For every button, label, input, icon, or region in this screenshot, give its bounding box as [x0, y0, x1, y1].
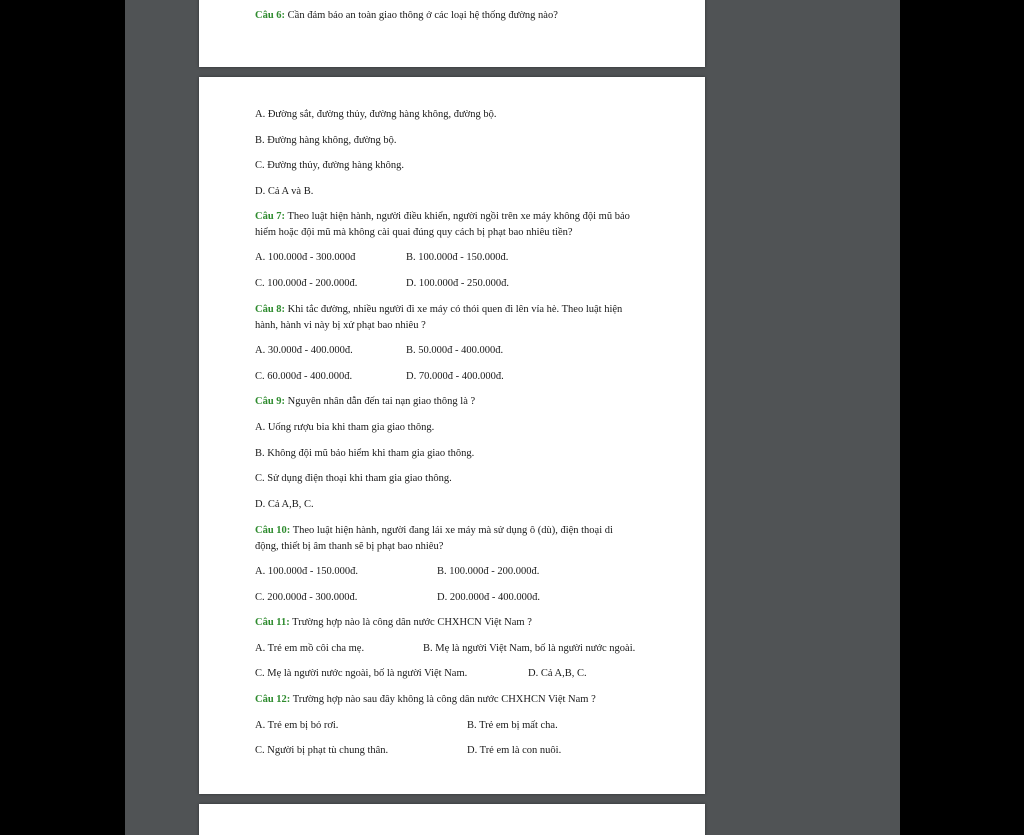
option-line: D. 100.000đ - 250.000đ. [406, 278, 509, 289]
option-line: C. Đường thủy, đường hàng không. [255, 160, 404, 171]
option-line: B. Trẻ em bị mất cha. [467, 720, 558, 731]
question-text: hành, hành vi này bị xử phạt bao nhiêu ? [255, 320, 426, 331]
option-line: A. Trẻ em mồ côi cha mẹ. [255, 643, 365, 654]
question-label: Câu 8: [255, 304, 286, 315]
question-label: Câu 11: [255, 617, 290, 628]
option-line: C. 100.000đ - 200.000đ. [255, 278, 358, 289]
question-text: Theo luật hiện hành, người đang lái xe máy mà sử dụng ô (dù), điện thoại di [290, 525, 613, 536]
option-line: A. 100.000đ - 300.000đ [255, 252, 356, 263]
option-line: D. Trẻ em là con nuôi. [467, 745, 562, 756]
pdf-viewer[interactable] [125, 0, 900, 835]
option-line: A. 30.000đ - 400.000đ. [255, 345, 353, 356]
question-6 [255, 8, 663, 24]
question-11 [255, 615, 532, 631]
question-text: Nguyên nhân dẫn đến tai nạn giao thông là ? [285, 396, 476, 407]
pdf-page-previous [199, 0, 705, 67]
pdf-page-current [199, 77, 705, 794]
option-line: C. 200.000đ - 300.000đ. [255, 592, 358, 603]
question-text: động, thiết bị âm thanh sẽ bị phạt bao nhiêu? [255, 541, 444, 552]
question-label: Câu 12: [255, 694, 291, 705]
option-line: D. 70.000đ - 400.000đ. [406, 371, 504, 382]
question-9 [255, 394, 475, 410]
question-text: Khi tắc đường, nhiều người đi xe máy có thói quen đi lên vỉa hè. Theo luật hiện [285, 304, 623, 315]
option-line: B. 100.000đ - 150.000đ. [406, 252, 509, 263]
option-line: B. 50.000đ - 400.000đ. [406, 345, 504, 356]
question-text: Theo luật hiện hành, người điều khiển, người ngồi trên xe máy không đội mũ bảo [285, 211, 630, 222]
option-line: B. Không đội mũ bảo hiểm khi tham gia giao thông. [255, 448, 475, 459]
question-text: Trường hợp nào sau đây không là công dân nước CHXHCN Việt Nam ? [290, 694, 596, 705]
option-line: B. 100.000đ - 200.000đ. [437, 566, 540, 577]
question-12 [255, 692, 596, 708]
option-line: C. Sử dụng điện thoại khi tham gia giao thông. [255, 473, 452, 484]
option-line: D. Cả A,B, C. [528, 668, 587, 679]
question-10 [255, 523, 613, 539]
option-line: A. 100.000đ - 150.000đ. [255, 566, 358, 577]
question-8 [255, 302, 622, 318]
question-label: Câu 7: [255, 211, 286, 222]
option-line: A. Trẻ em bị bỏ rơi. [255, 720, 339, 731]
question-label: Câu 6: [255, 10, 286, 21]
option-line: C. Mẹ là người nước ngoài, bố là người Việt Nam. [255, 668, 468, 679]
option-line: B. Đường hàng không, đường bộ. [255, 135, 397, 146]
option-line: C. Người bị phạt tù chung thân. [255, 745, 389, 756]
question-text: Cần đảm bảo an toàn giao thông ở các loại hệ thống đường nào? [285, 10, 558, 21]
option-line: D. Cả A,B, C. [255, 499, 314, 510]
question-text: Trường hợp nào là công dân nước CHXHCN Việt Nam ? [289, 617, 532, 628]
option-line: B. Mẹ là người Việt Nam, bố là người nước ngoài. [423, 643, 636, 654]
option-line: D. 200.000đ - 400.000đ. [437, 592, 540, 603]
question-7 [255, 209, 630, 225]
option-line: D. Cả A và B. [255, 186, 314, 197]
option-line: C. 60.000đ - 400.000đ. [255, 371, 353, 382]
option-line: A. Uống rượu bia khi tham gia giao thông. [255, 422, 435, 433]
option-line: A. Đường sắt, đường thủy, đường hàng không, đường bộ. [255, 109, 497, 120]
question-text: hiểm hoặc đội mũ mà không cài quai đúng quy cách bị phạt bao nhiêu tiền? [255, 227, 573, 238]
pdf-page-next [199, 804, 705, 835]
question-label: Câu 10: [255, 525, 291, 536]
question-label: Câu 9: [255, 396, 286, 407]
